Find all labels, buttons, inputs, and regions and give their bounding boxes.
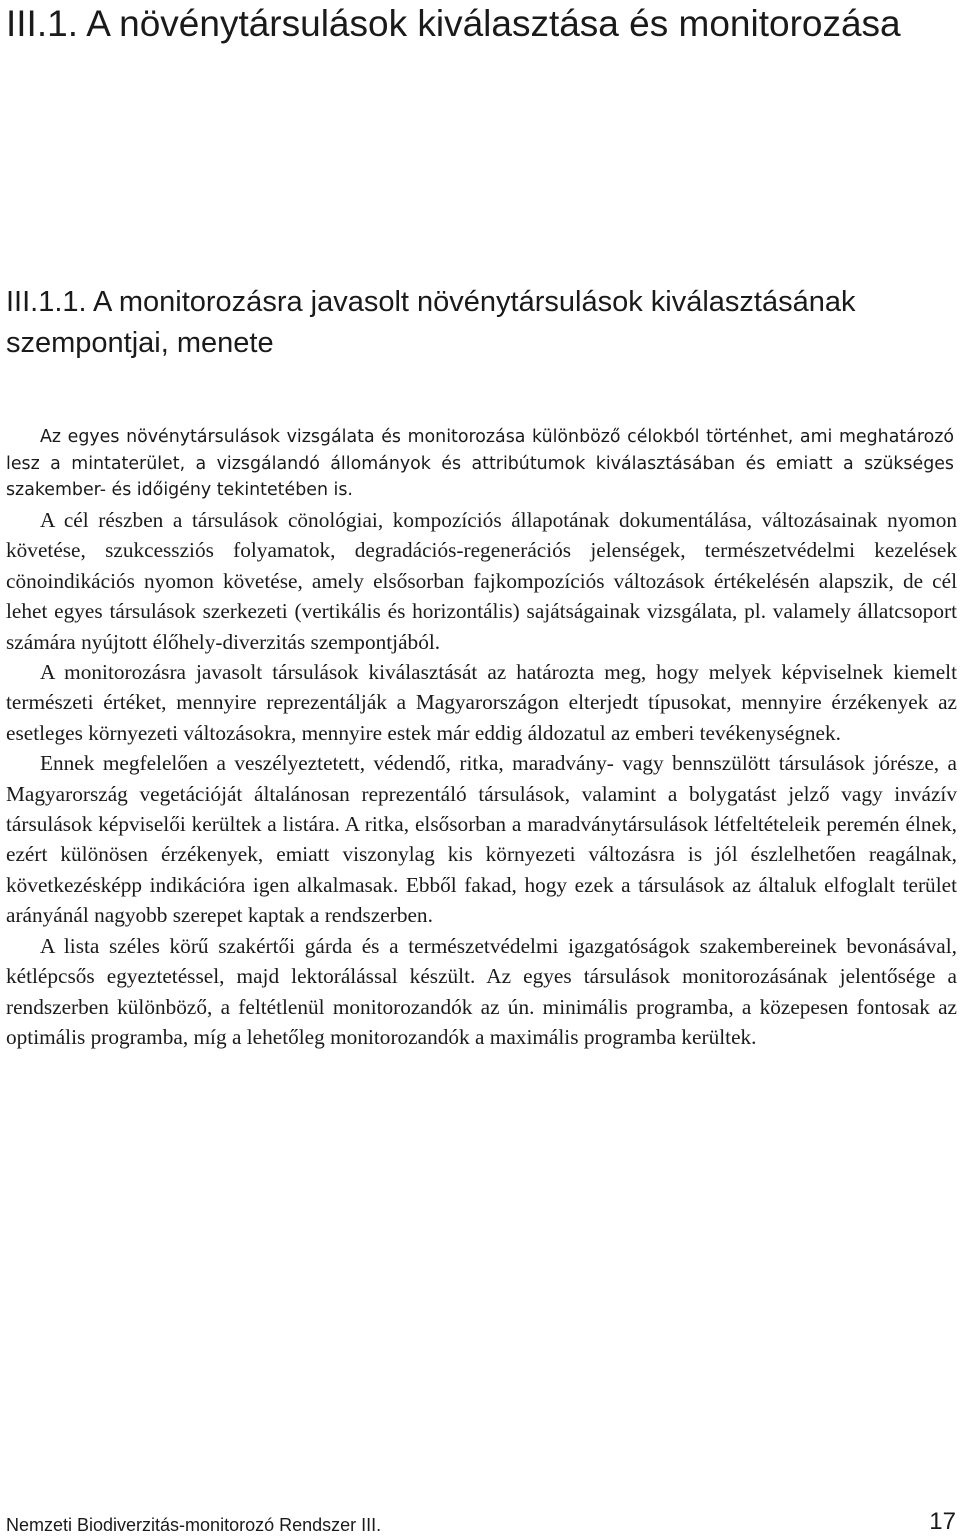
intro-paragraph: Az egyes növénytársulások vizsgálata és monitorozása különböző célokból történhet, ami meghatározó lesz a mintaterület, a vizsgálandó állományok és attribútumok kiválasztásában és emiatt a szükséges szakember- és időigény tekintetében is. — [6, 427, 954, 501]
paragraph: A lista széles körű szakértői gárda és a természetvédelmi igazgatóságok szakembereinek bevonásával, kétlépcsős egyeztetéssel, majd lektorálással készült. Az egyes társulások monitorozásának jelentősége a rendszerben különböző, a feltétlenül monitorozandók az ún. minimális programba, a közepesen fontosak az optimális programba, míg a lehetőleg monitorozandók a maximális programba kerültek. — [6, 933, 957, 1049]
paragraph: A cél részben a társulások cönológiai, kompozíciós állapotának dokumentálása, változásainak nyomon követése, szukcessziós folyamatok, degradációs-regenerációs jelenségek, természetvédelmi kezelések cönoindikációs nyomon követése, amely elsősorban fajkompozíciós változások értékelésén alapszik, de cél lehet egyes társulások szerkezeti (vertikális és horizontális) sajátságainak vizsgálata, pl. valamely állatcsoport számára nyújtott élőhely-diverzitás szempontjából. — [6, 508, 957, 654]
body-text — [6, 505, 957, 1052]
page-number: 17 — [929, 1508, 956, 1535]
section-title: III.1.1. A monitorozásra javasolt növénytársulások kiválasztásának szempontjai, menete — [6, 286, 856, 359]
paragraph: A monitorozásra javasolt társulások kiválasztását az határozta meg, hogy melyek képviselnek kiemelt természeti értéket, mennyire reprezentálják a Magyarországon elterjedt típusokat, mennyire érzékenyek az esetleges környezeti változásokra, mennyire estek már eddig áldozatul az emberi tevékenységnek. — [6, 660, 957, 745]
chapter-title: III.1. A növénytársulások kiválasztása és monitorozása — [6, 3, 901, 44]
footer-publication: Nemzeti Biodiverzitás-monitorozó Rendszer III. — [6, 1515, 382, 1535]
paragraph: Ennek megfelelően a veszélyeztetett, védendő, ritka, maradvány- vagy bennszülött társulások jórésze, a Magyarország vegetációját általánosan reprezentáló társulások, valamint a bolygatást jelző vagy invázív társulások képviselői kerültek a listára. A ritka, elsősorban a maradványtársulások létfeltételeik peremén élnek, ezért különösen érzékenyek, emiatt viszonylag kis környezeti változásra is jól észlelhetően reagálnak, következésképp indikációra igen alkalmasak. Ebből fakad, hogy ezek a társulások az általuk elfoglalt terület arányánál nagyobb szerepet kaptak a rendszerben. — [6, 751, 957, 928]
